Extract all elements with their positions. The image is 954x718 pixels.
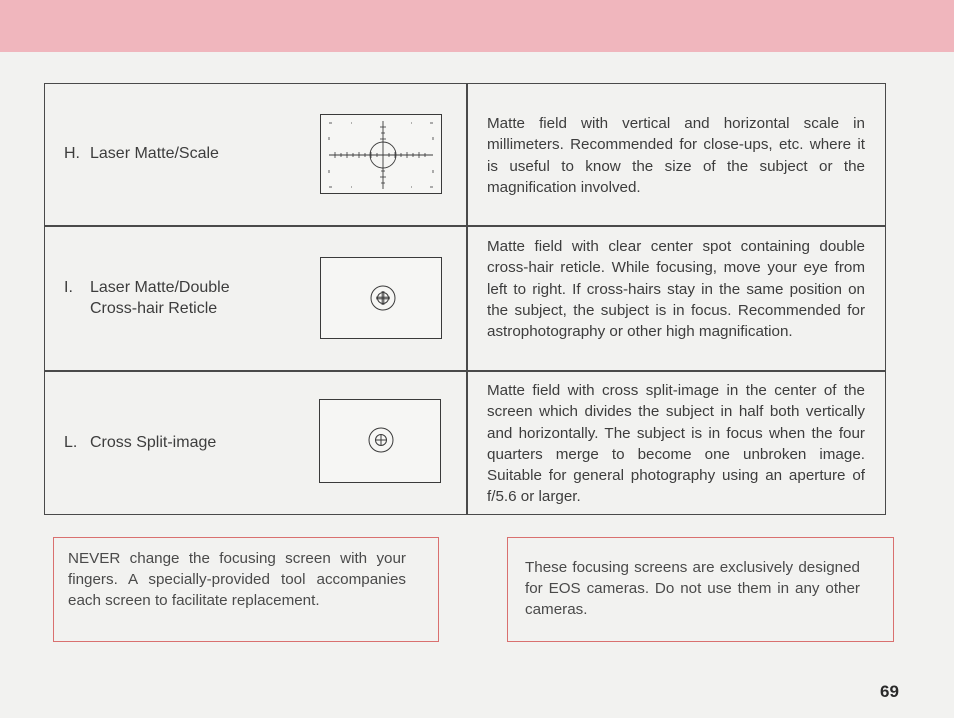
screen-letter: H. (64, 145, 80, 162)
double-crosshair-icon (320, 257, 442, 339)
screen-description-h: Matte field with vertical and horizontal scale in millimeters. Recommended for close-ups, etc. where it is useful to know the size of the subject or the magnification involved. (487, 115, 865, 196)
table-row-divider (44, 225, 886, 227)
screen-label-l (64, 432, 216, 453)
screen-description-l: Matte field with cross split-image in the center of the screen which divides the subject in half both vertically and horizontally. The subject is in focus when the four quarters merge to become one unbroken image. Suitable for general photography using an aperture of f/5.6 or larger. (487, 382, 865, 506)
screen-letter: I. (64, 279, 73, 296)
warning-note: NEVER change the focusing screen with your fingers. A specially-provided tool accompanies each screen to facilitate replacement. (53, 537, 439, 642)
screen-label-h (64, 143, 219, 164)
page-number: 69 (880, 682, 899, 701)
table-column-divider (466, 83, 468, 515)
screen-name: Laser Matte/Double (90, 279, 230, 296)
screen-label-i (64, 277, 230, 319)
compatibility-note: These focusing screens are exclusively designed for EOS cameras. Do not use them in any other cameras. (507, 537, 894, 642)
screen-description-i: Matte field with clear center spot containing double cross-hair reticle. While focusing, move your eye from left to right. If cross-hairs stay in the same position on the subject, the subject is in focus. Recommended for astrophotography or other high magnification. (487, 238, 865, 341)
table-row-divider (44, 370, 886, 372)
screen-name: Laser Matte/Scale (90, 145, 219, 162)
screen-letter: L. (64, 434, 78, 451)
scale-reticle-icon (320, 114, 442, 194)
screen-name-line2: Cross-hair Reticle (90, 300, 218, 317)
cross-split-image-icon (319, 399, 441, 483)
top-color-band (0, 0, 954, 52)
screen-name: Cross Split-image (90, 434, 217, 451)
